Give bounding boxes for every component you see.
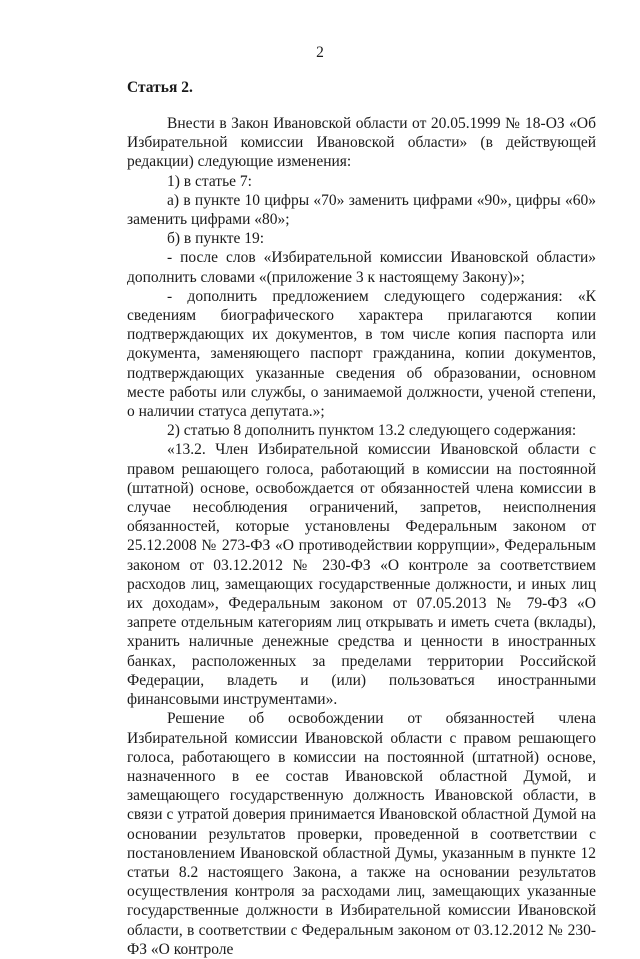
paragraph-item-1: 1) в статье 7:	[167, 172, 252, 190]
paragraph-item-1b: б) в пункте 19:	[167, 230, 265, 248]
page-number: 2	[316, 44, 324, 61]
article-title: Статья 2.	[127, 79, 193, 96]
paragraph-item-1a: а) в пункте 10 цифры «70» заменить цифрами «90», цифры «60» заменить цифрами «80»;	[127, 191, 596, 229]
paragraph-item-2: 2) статью 8 дополнить пунктом 13.2 следующего содержания:	[167, 422, 577, 440]
paragraph-decision: Решение об освобождении от обязанностей члена Избирательной комиссии Ивановской области с правом решающего голоса, работающего в комиссии на постоянной (штатной) основе, назначенного в ее состав Ивановской областной Думой, и замещающего государственную должность Ивановской области, в связи с утратой доверия принимается Ивановской областной Думой на основании результатов проверки, проведенной в соответствии с постановлением Ивановской областной Думы, указанным в пункте 12 статьи 8.2 настоящего Закона, а также на основании результатов осуществления контроля за расходами лиц, замещающих указанные государственные должности в Избирательной комиссии Ивановской области, в соответствии с Федеральным законом от 03.12.2012 № 230-ФЗ «О контроле	[127, 710, 596, 958]
paragraph-clause-13-2: «13.2. Член Избирательной комиссии Ивановской области с правом решающего голоса, работающий в комиссии на постоянной (штатной) основе, освобождается от обязанностей члена комиссии в случае несоблюдения ограничений, запретов, неисполнения обязанностей, которые установлены Федеральным законом от 25.12.2008 № 273-ФЗ «О противодействии коррупции», Федеральным законом от 03.12.2012 № 230-ФЗ «О контроле за соответствием расходов лиц, замещающих государственные должности, и иных лиц их доходам», Федеральным законом от 07.05.2013 № 79-ФЗ «О запрете отдельным категориям лиц открывать и иметь счета (вклады), хранить наличные денежные средства и ценности в иностранных банках, расположенных за пределами территории Российской Федерации, владеть и (или) пользоваться иностранными финансовыми инструментами».	[127, 441, 596, 709]
paragraph-dash-2: - дополнить предложением следующего содержания: «К сведениям биографического характера прилагаются копии подтверждающих их документов, в том числе копия паспорта или документа, заменяющего паспорт гражданина, копии документов, подтверждающих указанные сведения об образовании, основном месте работы или службы, о занимаемой должности, ученой степени, о наличии статуса депутата.»;	[127, 287, 596, 421]
paragraph-intro: Внести в Закон Ивановской области от 20.05.1999 № 18-ОЗ «Об Избирательной комиссии Ивановской области» (в действующей редакции) следующие изменения:	[127, 115, 596, 171]
document-body	[127, 114, 596, 959]
paragraph-dash-1: - после слов «Избирательной комиссии Ивановской области» дополнить словами «(приложение 3 к настоящему Закону)»;	[127, 249, 596, 286]
